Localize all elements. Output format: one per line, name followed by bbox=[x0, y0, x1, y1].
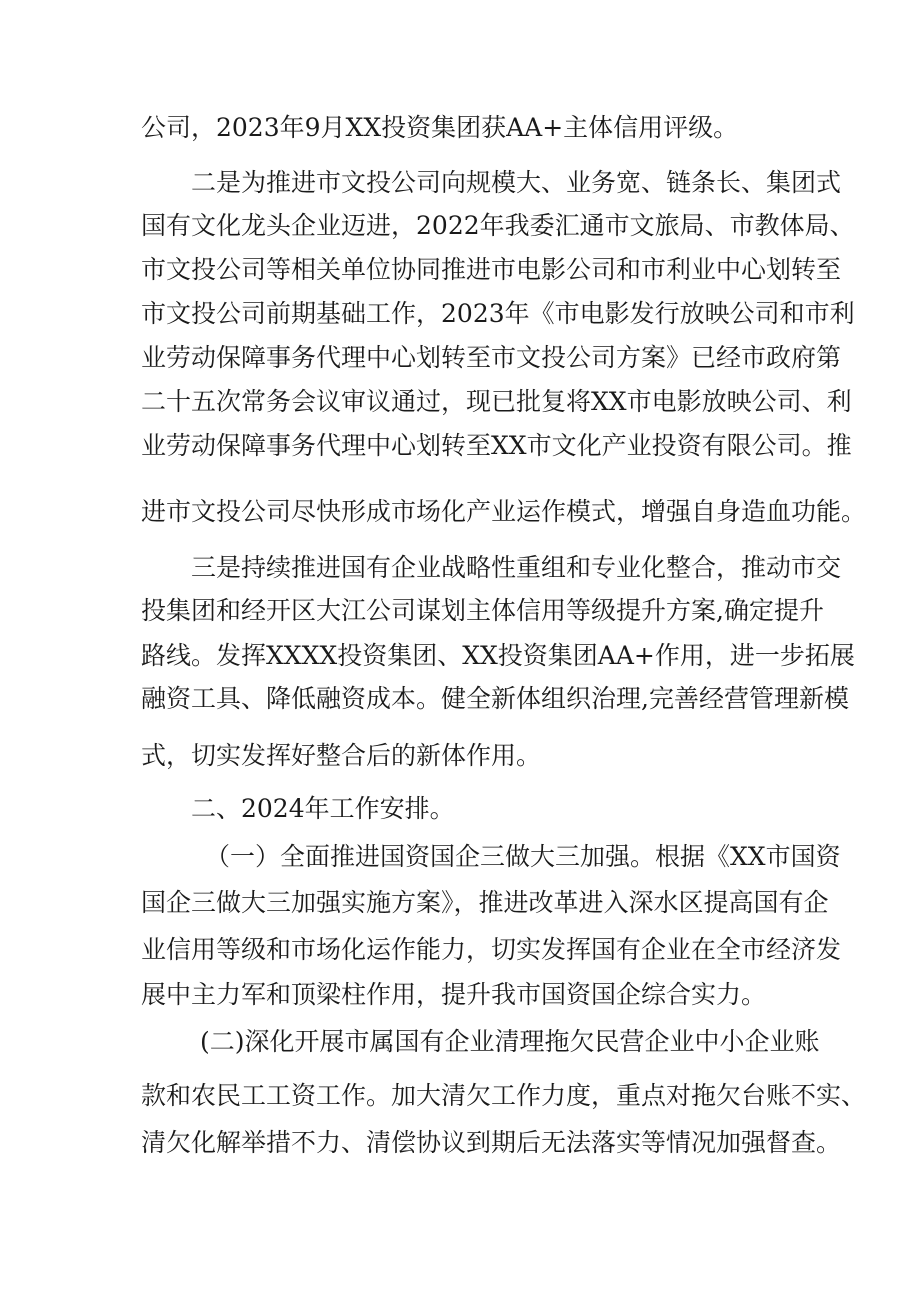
paragraph-line: 投集团和经开区大江公司谋划主体信用等级提升方案,确定提升 bbox=[141, 596, 824, 625]
paragraph-line: 业劳动保障事务代理中心划转至XX市文化产业投资有限公司。推 bbox=[141, 431, 852, 460]
paragraph-line: (二)深化开展市属国有企业清理拖欠民营企业中小企业账 bbox=[200, 1027, 820, 1056]
paragraph-line: 市文投公司等相关单位协同推进市电影公司和市利业中心划转至 bbox=[141, 255, 842, 284]
paragraph-line: 展中主力军和顶梁柱作用，提升我市国资国企综合实力。 bbox=[141, 980, 767, 1009]
section-heading: 二、2024年工作安排。 bbox=[191, 794, 455, 823]
paragraph-line: 路线。发挥XXXX投资集团、XX投资集团AA+作用，进一步拓展 bbox=[141, 641, 855, 670]
paragraph-line: 业信用等级和市场化运作能力，切实发挥国有企业在全市经济发 bbox=[141, 935, 842, 964]
paragraph-line: 式，切实发挥好整合后的新体作用。 bbox=[141, 741, 542, 770]
paragraph-line: 三是持续推进国有企业战略性重组和专业化整合，推动市交 bbox=[191, 553, 842, 582]
paragraph-line: 市文投公司前期基础工作，2023年《市电影发行放映公司和市利 bbox=[141, 299, 855, 328]
paragraph-line: 清欠化解举措不力、清偿协议到期后无法落实等情况加强督查。 bbox=[141, 1128, 842, 1157]
paragraph-line: 公司，2023年9月XX投资集团获AA+主体信用评级。 bbox=[141, 113, 739, 142]
paragraph-line: 款和农民工工资工作。加大清欠工作力度，重点对拖欠台账不实、 bbox=[141, 1081, 867, 1110]
paragraph-line: 业劳动保障事务代理中心划转至市文投公司方案》已经市政府第 bbox=[141, 343, 842, 372]
paragraph-line: 国企三做大三加强实施方案》，推进改革进入深水区提高国有企 bbox=[141, 888, 829, 917]
paragraph-line: 融资工具、降低融资成本。健全新体组织治理,完善经营管理新模 bbox=[141, 684, 849, 713]
paragraph-line: 国有文化龙头企业迈进，2022年我委汇通市文旅局、市教体局、 bbox=[141, 211, 855, 240]
paragraph-line: （一）全面推进国资国企三做大三加强。根据《XX市国资 bbox=[205, 842, 841, 871]
paragraph-line: 二十五次常务会议审议通过，现已批复将XX市电影放映公司、利 bbox=[141, 387, 852, 416]
paragraph-line: 二是为推进市文投公司向规模大、业务宽、链条长、集团式 bbox=[191, 168, 842, 197]
paragraph-line: 进市文投公司尽快形成市场化产业运作模式，增强自身造血功能。 bbox=[141, 497, 867, 526]
